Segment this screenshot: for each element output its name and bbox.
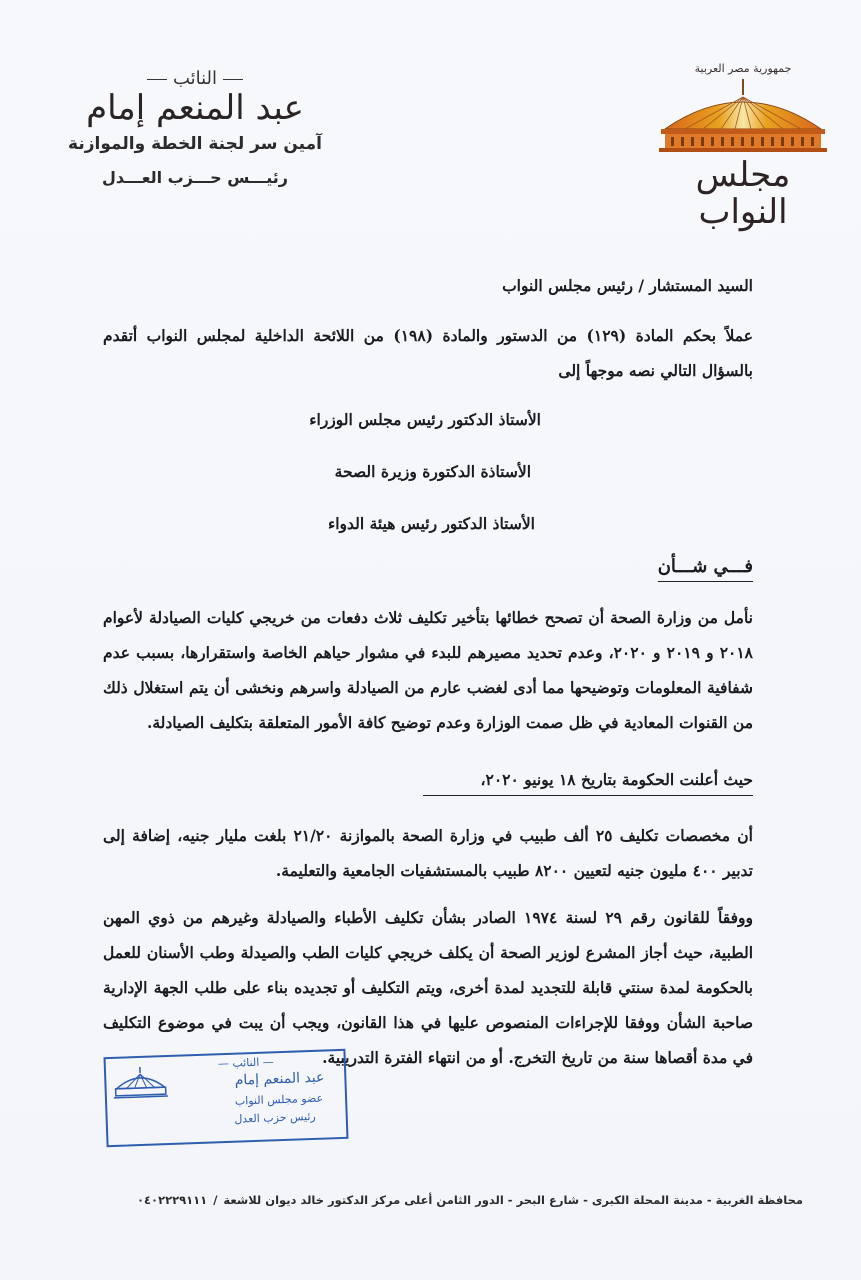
parliament-logo (653, 62, 833, 232)
stamp-title: — النائب — (217, 1055, 274, 1071)
footer-address: محافظة الغربية - مدينة المحلة الكبرى - شارع البحر - الدور الثامن أعلى مركز الدكتور خالد ديوان للاشعة (223, 1193, 803, 1207)
recipient-item: الأستاذ الدكتور رئيس هيئة الدواء (327, 514, 535, 533)
stamp-role-party: رئيس حزب العدل (234, 1109, 316, 1126)
recipient-item: الأستاذة الدكتورة وزيرة الصحة (334, 462, 531, 481)
deputy-name: عبد المنعم إمام (86, 88, 304, 128)
footer-phone: ٠٤٠٢٢٢٩١١١ (137, 1193, 208, 1207)
stamp-role-member: عضو مجلس النواب (234, 1091, 324, 1108)
footer-contact: محافظة الغربية - مدينة المحلة الكبرى - شارع البحر - الدور الثامن أعلى مركز الدكتور خالد ديوان للاشعة/٠٤٠٢٢٢٩١١١ (137, 1193, 803, 1207)
paragraph-1: نأمل من وزارة الصحة أن تصحح خطائها بتأخير تكليف ثلاث دفعات من خريجي كليات الصيادلة لأعوام ٢٠١٨ و ٢٠١٩ و ٢٠٢٠، وعدم تحديد مصيرهم للبدء في مشوار حياهم الخاصة واستقرارها، بسبب عدم شفافية المعلومات وتوضيحها مما أدى لغضب عارم من الصيادلة واسرهم ونخشى أن يتم استغلال ذلك من القنوات المعادية في ظل صمت الوزارة وعدم توضيح كافة الأمور المتعلقة بتكليف الصيادلة. (103, 608, 754, 732)
republic-label: جمهورية مصر العربية (694, 62, 792, 75)
intro-paragraph: عملاً بحكم المادة (١٢٩) من الدستور والمادة (١٩٨) من اللائحة الداخلية لمجلس النواب أتقدم بالسؤال التالي نصه موجهاً إلى (103, 326, 753, 380)
parliament-dome-icon (655, 77, 831, 155)
subject-heading: فـــي شـــأن (658, 556, 753, 582)
deputy-stamp (104, 1049, 349, 1147)
deputy-header (60, 68, 330, 187)
addressee: السيد المستشار / رئيس مجلس النواب (502, 276, 753, 295)
announcement-heading: حيث أعلنت الحكومة بتاريخ ١٨ يونيو ٢٠٢٠، (423, 770, 753, 796)
stamp-name: عبد المنعم إمام (234, 1069, 325, 1089)
paragraph-3: ووفقاً للقانون رقم ٢٩ لسنة ١٩٧٤ الصادر بشأن تكليف الأطباء والصيادلة وغيرهم من ذوي المهن الطبية، حيث أجاز المشرع لوزير الصحة أن يكلف خريجي كليات الطب والصيدلة وطب الأسنان للعمل بالحكومة لمدة سنتي قابلة للتجديد لمدة أخرى، ويتم التكليف أو تجديده بناء على طلب الجهة الإدارية صاحبة الشأن ووفقا للإجراءات المنصوص عليها في هذا القانون، ويجب أن يبت في موضوع التكليف في مدة أقصاها سنة من تاريخ التخرج. أو من انتهاء الفترة التدريبية. (103, 908, 753, 1067)
recipients-list (281, 402, 541, 558)
stamp-dome-icon (112, 1065, 169, 1101)
deputy-role-committee: آمين سر لجنة الخطة والموازنة (68, 134, 322, 155)
deputy-title: النائب (60, 68, 330, 89)
deputy-role-party: رئيـــس حـــزب العـــدل (102, 168, 288, 188)
paragraph-2: أن مخصصات تكليف ٢٥ ألف طبيب في وزارة الصحة بالموازنة ٢١/٢٠ بلغت مليار جنيه، إضافة إلى تدبير ٤٠٠ مليون جنيه لتعيين ٨٢٠٠ طبيب بالمستشفيات الجامعية والتعليمة. (103, 826, 753, 880)
parliament-name: مجلس النواب (695, 155, 791, 233)
recipient-item: الأستاذ الدكتور رئيس مجلس الوزراء (309, 410, 541, 429)
